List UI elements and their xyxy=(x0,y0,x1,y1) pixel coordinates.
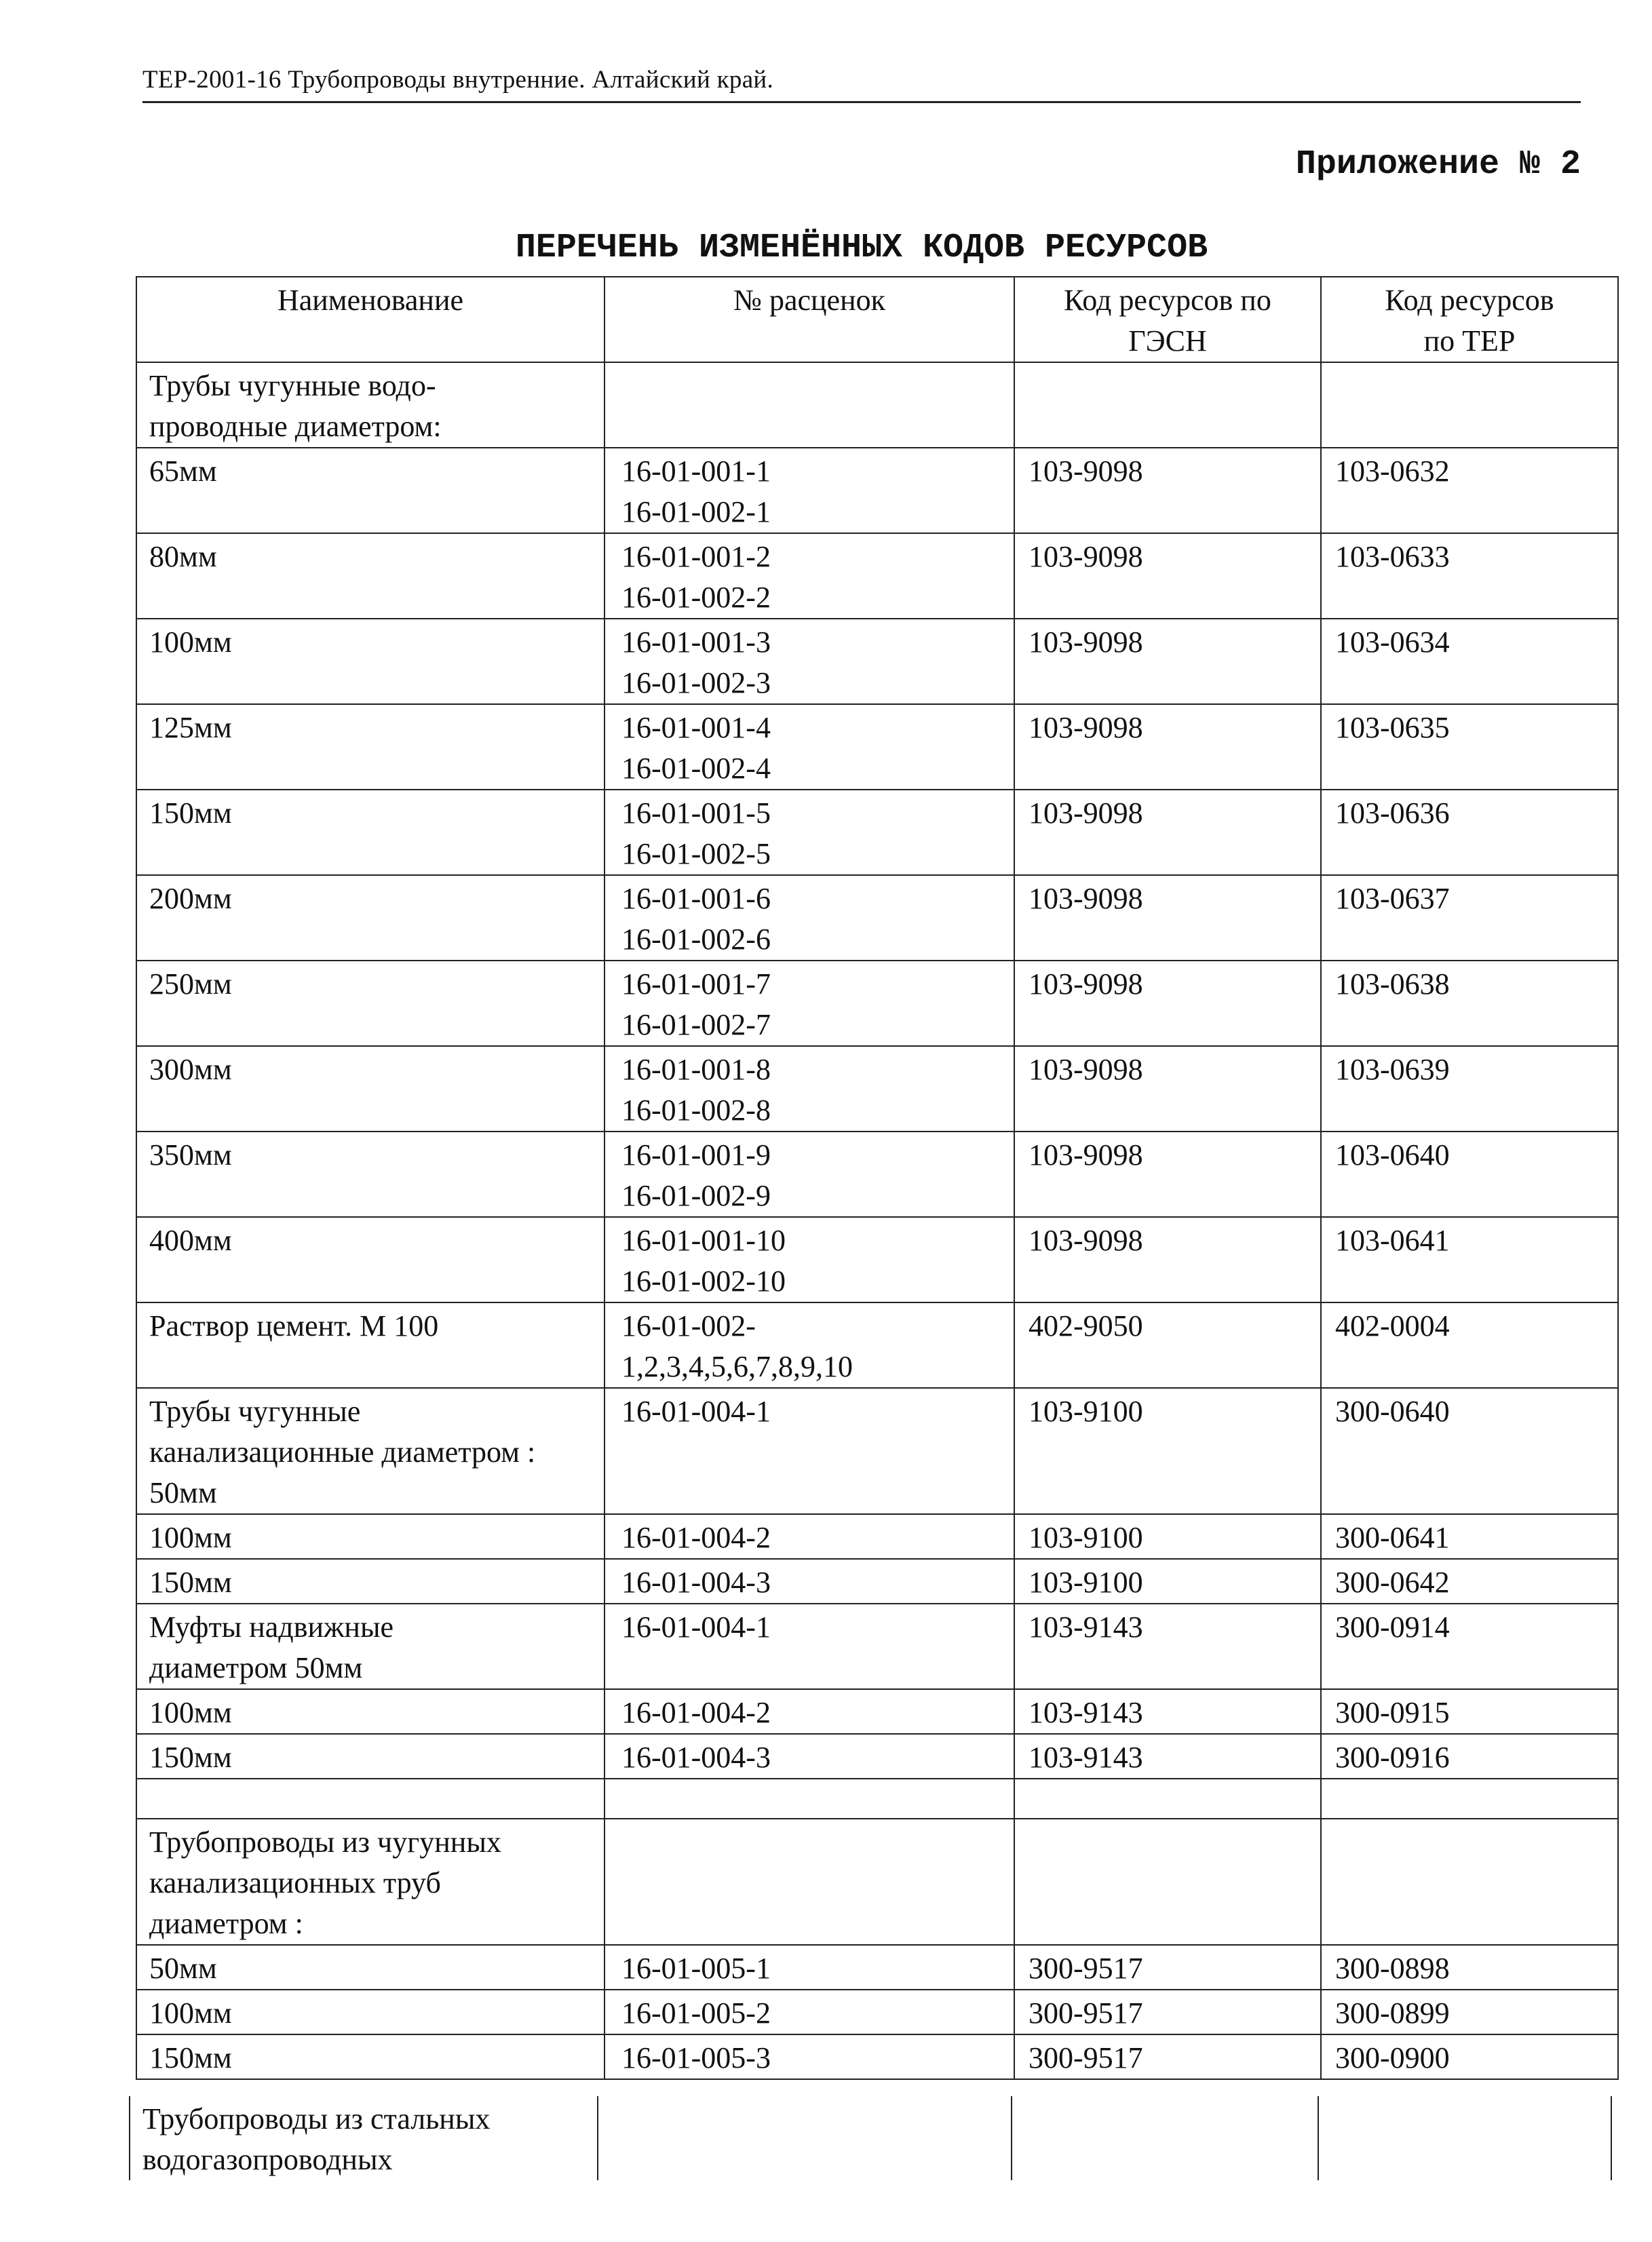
cell-text-line: 350мм xyxy=(149,1138,232,1172)
table-cell xyxy=(604,1388,1014,1514)
column-header xyxy=(1014,277,1321,362)
cell-text-line: 300-0641 xyxy=(1335,1521,1450,1554)
table-cell xyxy=(1318,2096,1611,2180)
table-row xyxy=(136,1514,1618,1559)
table-row xyxy=(136,704,1618,790)
cell-text-line: 300-9517 xyxy=(1029,1952,1143,1985)
resource-codes-table xyxy=(136,276,1619,2080)
table-cell xyxy=(1014,1604,1321,1689)
cell-text-line: 16-01-001-2 xyxy=(621,540,771,573)
cell-text-line: 150мм xyxy=(149,2041,232,2074)
cell-text-line: 103-9098 xyxy=(1029,1224,1143,1257)
cell-text-line: 16-01-002-7 xyxy=(621,1008,771,1041)
cell-text-line: 16-01-001-4 xyxy=(621,711,771,744)
cell-text-line: 150мм xyxy=(149,1566,232,1599)
cell-text-line: диаметром 50мм xyxy=(149,1651,363,1684)
table-cell xyxy=(130,2096,598,2180)
column-header-line: ГЭСН xyxy=(1128,324,1207,357)
table-row xyxy=(136,1132,1618,1217)
table-cell xyxy=(136,1734,604,1779)
cell-text-line: 16-01-005-1 xyxy=(621,1952,771,1985)
table-cell xyxy=(1321,448,1618,533)
table-cell xyxy=(1014,533,1321,619)
cell-text-line: 16-01-005-3 xyxy=(621,2041,771,2074)
table-cell xyxy=(604,619,1014,704)
cell-text-line: проводные диаметром: xyxy=(149,410,442,443)
cell-text-line: 300мм xyxy=(149,1053,232,1086)
table-cell xyxy=(1321,1990,1618,2034)
table-cell xyxy=(1014,1132,1321,1217)
table-cell xyxy=(1321,1302,1618,1388)
table-cell xyxy=(604,1779,1014,1819)
table-cell xyxy=(604,1302,1014,1388)
cell-text-line: 16-01-001-6 xyxy=(621,882,771,915)
table-cell xyxy=(136,1046,604,1132)
table-cell xyxy=(136,1945,604,1990)
table-row xyxy=(136,1046,1618,1132)
cell-text-line: 103-9143 xyxy=(1029,1610,1143,1644)
cell-text-line: Трубопроводы из чугунных xyxy=(149,1825,501,1859)
table-cell xyxy=(1321,362,1618,448)
cell-text-line: 16-01-002-4 xyxy=(621,752,771,785)
cell-text-line: 16-01-002-2 xyxy=(621,581,771,614)
table-cell xyxy=(604,790,1014,875)
cell-text-line: 100мм xyxy=(149,1696,232,1729)
cell-text-line: 103-0637 xyxy=(1335,882,1450,915)
cell-text-line: 402-0004 xyxy=(1335,1309,1450,1342)
table-row xyxy=(136,1819,1618,1945)
table-cell xyxy=(1321,1132,1618,1217)
table-cell xyxy=(136,1559,604,1604)
table-cell xyxy=(1321,1734,1618,1779)
document-title: ПЕРЕЧЕНЬ ИЗМЕНЁННЫХ КОДОВ РЕСУРСОВ xyxy=(515,229,1208,267)
table-row xyxy=(136,1990,1618,2034)
cell-text-line: 16-01-001-9 xyxy=(621,1138,771,1172)
table-cell xyxy=(1014,1990,1321,2034)
cell-text-line: 16-01-002-5 xyxy=(621,837,771,870)
table-cell xyxy=(1014,1945,1321,1990)
table-cell xyxy=(1014,362,1321,448)
table-row xyxy=(136,790,1618,875)
cell-text-line: 103-0640 xyxy=(1335,1138,1450,1172)
table-cell xyxy=(1321,1046,1618,1132)
table-cell xyxy=(1014,1559,1321,1604)
table-cell xyxy=(136,1132,604,1217)
cell-text-line: Трубопроводы из стальных xyxy=(142,2102,491,2135)
table-header-row xyxy=(136,277,1618,362)
table-cell xyxy=(1321,704,1618,790)
table-row xyxy=(136,362,1618,448)
cell-text-line: 100мм xyxy=(149,1521,232,1554)
cell-text-line: 103-0639 xyxy=(1335,1053,1450,1086)
table-cell xyxy=(1014,875,1321,961)
cell-text-line: 103-9143 xyxy=(1029,1741,1143,1774)
cell-text-line: 16-01-002-6 xyxy=(621,923,771,956)
table-row xyxy=(136,1689,1618,1734)
cell-text-line: 103-9098 xyxy=(1029,1138,1143,1172)
cell-text-line: 16-01-001-5 xyxy=(621,796,771,830)
table-cell xyxy=(136,448,604,533)
cell-text-line: 16-01-002-9 xyxy=(621,1179,771,1212)
table-cell xyxy=(604,961,1014,1046)
table-cell xyxy=(1014,1779,1321,1819)
table-row xyxy=(136,448,1618,533)
cell-text-line: 50мм xyxy=(149,1952,217,1985)
cell-text-line: 300-0640 xyxy=(1335,1395,1450,1428)
table-cell xyxy=(598,2096,1012,2180)
table-cell xyxy=(1014,961,1321,1046)
table-cell xyxy=(1014,1734,1321,1779)
column-header xyxy=(1321,277,1618,362)
cell-text-line: 103-9143 xyxy=(1029,1696,1143,1729)
cell-text-line: 103-0636 xyxy=(1335,796,1450,830)
cell-text-line: 16-01-004-3 xyxy=(621,1741,771,1774)
table-row xyxy=(136,533,1618,619)
cell-text-line: 103-0635 xyxy=(1335,711,1450,744)
table-row xyxy=(136,1734,1618,1779)
cell-text-line: 103-0634 xyxy=(1335,625,1450,659)
running-header: ТЕР-2001-16 Трубопроводы внутренние. Алтайский край. xyxy=(142,66,774,94)
table-row xyxy=(130,2096,1611,2180)
cell-text-line: 300-0898 xyxy=(1335,1952,1450,1985)
cell-text-line: 16-01-004-2 xyxy=(621,1521,771,1554)
table-cell xyxy=(604,1604,1014,1689)
table-cell xyxy=(1321,1945,1618,1990)
table-cell xyxy=(1321,1779,1618,1819)
cell-text-line: 103-0633 xyxy=(1335,540,1450,573)
table-cell xyxy=(604,1514,1014,1559)
cell-text-line: 16-01-002-10 xyxy=(621,1264,786,1298)
table-cell xyxy=(136,1302,604,1388)
table-row xyxy=(136,1604,1618,1689)
table-cell xyxy=(136,362,604,448)
cell-text-line: 16-01-001-10 xyxy=(621,1224,786,1257)
cell-text-line: водогазопроводных xyxy=(142,2143,393,2176)
cell-text-line: 16-01-002-1 xyxy=(621,495,771,528)
table-cell xyxy=(1014,1514,1321,1559)
table-cell xyxy=(604,875,1014,961)
cell-text-line: Трубы чугунные xyxy=(149,1395,361,1428)
cell-text-line: 16-01-004-3 xyxy=(621,1566,771,1599)
table-cell xyxy=(136,961,604,1046)
cell-text-line: 103-9098 xyxy=(1029,625,1143,659)
table-cell xyxy=(604,1819,1014,1945)
table-row xyxy=(136,1945,1618,1990)
cell-text-line: 80мм xyxy=(149,540,217,573)
table-cell xyxy=(1014,1388,1321,1514)
cell-text-line: 16-01-002- xyxy=(621,1309,756,1342)
cell-text-line: 103-9098 xyxy=(1029,967,1143,1001)
cell-text-line: 103-9098 xyxy=(1029,711,1143,744)
cell-text-line: 50мм xyxy=(149,1476,217,1509)
table-cell xyxy=(604,1945,1014,1990)
cell-text-line: 250мм xyxy=(149,967,232,1001)
cell-text-line: 125мм xyxy=(149,711,232,744)
cell-text-line: 103-9098 xyxy=(1029,455,1143,488)
column-header xyxy=(136,277,604,362)
cell-text-line: Муфты надвижные xyxy=(149,1610,394,1644)
cell-text-line: 300-9517 xyxy=(1029,2041,1143,2074)
table-cell xyxy=(1321,2034,1618,2079)
table-cell xyxy=(1321,961,1618,1046)
table-cell xyxy=(1014,704,1321,790)
cell-text-line: 103-9100 xyxy=(1029,1521,1143,1554)
table-cell xyxy=(604,1734,1014,1779)
table-cell xyxy=(136,1689,604,1734)
table-cell xyxy=(604,533,1014,619)
cell-text-line: 150мм xyxy=(149,1741,232,1774)
cell-text-line: 103-9098 xyxy=(1029,540,1143,573)
table-row xyxy=(136,961,1618,1046)
cell-text-line: 16-01-002-3 xyxy=(621,666,771,699)
cell-text-line: 103-0632 xyxy=(1335,455,1450,488)
cell-text-line: 65мм xyxy=(149,455,217,488)
table-cell xyxy=(1014,448,1321,533)
table-cell xyxy=(1321,1217,1618,1302)
continuation-table xyxy=(129,2096,1612,2180)
table-cell xyxy=(136,1779,604,1819)
cell-text-line: 16-01-005-2 xyxy=(621,1996,771,2030)
column-header-line: № расценок xyxy=(733,284,886,317)
cell-text-line: 16-01-004-2 xyxy=(621,1696,771,1729)
table-cell xyxy=(136,704,604,790)
cell-text-line: 16-01-001-7 xyxy=(621,967,771,1001)
column-header-line: Наименование xyxy=(277,284,464,317)
table-cell xyxy=(136,1990,604,2034)
cell-text-line: 100мм xyxy=(149,625,232,659)
table-cell xyxy=(604,1132,1014,1217)
cell-text-line: 16-01-002-8 xyxy=(621,1094,771,1127)
cell-text-line: 16-01-004-1 xyxy=(621,1610,771,1644)
table-cell xyxy=(604,1990,1014,2034)
cell-text-line: 300-0914 xyxy=(1335,1610,1450,1644)
table-cell xyxy=(1321,1819,1618,1945)
table-cell xyxy=(604,1689,1014,1734)
column-header-line: Код ресурсов по xyxy=(1064,284,1271,317)
cell-text-line: 16-01-001-1 xyxy=(621,455,771,488)
cell-text-line: 103-9098 xyxy=(1029,796,1143,830)
table-cell xyxy=(1014,2034,1321,2079)
cell-text-line: 103-9100 xyxy=(1029,1395,1143,1428)
cell-text-line: 150мм xyxy=(149,796,232,830)
column-header xyxy=(604,277,1014,362)
table-cell xyxy=(1321,1604,1618,1689)
cell-text-line: канализационные диаметром : xyxy=(149,1435,536,1469)
table-cell xyxy=(604,1217,1014,1302)
table-row xyxy=(136,2034,1618,2079)
table-cell xyxy=(136,533,604,619)
cell-text-line: 103-9098 xyxy=(1029,1053,1143,1086)
cell-text-line: 300-0915 xyxy=(1335,1696,1450,1729)
cell-text-line: 16-01-001-8 xyxy=(621,1053,771,1086)
table-cell xyxy=(1014,1689,1321,1734)
cell-text-line: диаметром : xyxy=(149,1907,303,1940)
cell-text-line: 402-9050 xyxy=(1029,1309,1143,1342)
table-cell xyxy=(1014,619,1321,704)
cell-text-line: 103-9098 xyxy=(1029,882,1143,915)
table-cell xyxy=(136,1388,604,1514)
table-row xyxy=(136,1559,1618,1604)
appendix-label: Приложение № 2 xyxy=(1295,145,1581,184)
cell-text-line: Трубы чугунные водо- xyxy=(149,369,436,402)
table-cell xyxy=(1014,1819,1321,1945)
table-cell xyxy=(1014,790,1321,875)
table-cell xyxy=(604,1559,1014,1604)
cell-text-line: 200мм xyxy=(149,882,232,915)
table-cell xyxy=(136,790,604,875)
cell-text-line: 400мм xyxy=(149,1224,232,1257)
table-cell xyxy=(1321,1559,1618,1604)
table-cell xyxy=(604,2034,1014,2079)
table-cell xyxy=(1012,2096,1318,2180)
cell-text-line: 300-0642 xyxy=(1335,1566,1450,1599)
cell-text-line: 300-9517 xyxy=(1029,1996,1143,2030)
table-cell xyxy=(1321,533,1618,619)
table-cell xyxy=(1321,1388,1618,1514)
table-cell xyxy=(1321,619,1618,704)
cell-text-line: канализационных труб xyxy=(149,1866,441,1899)
table-cell xyxy=(604,704,1014,790)
cell-text-line: 103-9100 xyxy=(1029,1566,1143,1599)
table-cell xyxy=(1321,790,1618,875)
table-cell xyxy=(604,448,1014,533)
table-row xyxy=(136,619,1618,704)
column-header-line: Код ресурсов xyxy=(1385,284,1554,317)
cell-text-line: 100мм xyxy=(149,1996,232,2030)
table-cell xyxy=(136,1514,604,1559)
cell-text-line: 16-01-001-3 xyxy=(621,625,771,659)
table-cell xyxy=(1321,875,1618,961)
column-header-line: по ТЕР xyxy=(1423,324,1516,357)
cell-text-line: 103-0641 xyxy=(1335,1224,1450,1257)
table-cell xyxy=(604,362,1014,448)
table-cell xyxy=(136,2034,604,2079)
cell-text-line: 300-0916 xyxy=(1335,1741,1450,1774)
cell-text-line: Раствор цемент. М 100 xyxy=(149,1309,439,1342)
table-cell xyxy=(1014,1217,1321,1302)
table-row xyxy=(136,1302,1618,1388)
table-row xyxy=(136,875,1618,961)
cell-text-line: 16-01-004-1 xyxy=(621,1395,771,1428)
table-cell xyxy=(136,1217,604,1302)
cell-text-line: 300-0899 xyxy=(1335,1996,1450,2030)
table-row xyxy=(136,1388,1618,1514)
table-cell xyxy=(1321,1514,1618,1559)
cell-text-line: 300-0900 xyxy=(1335,2041,1450,2074)
table-cell xyxy=(1321,1689,1618,1734)
table-cell xyxy=(1014,1046,1321,1132)
table-cell xyxy=(136,1604,604,1689)
table-row xyxy=(136,1217,1618,1302)
table-cell xyxy=(136,875,604,961)
table-cell xyxy=(136,1819,604,1945)
cell-text-line: 103-0638 xyxy=(1335,967,1450,1001)
table-cell xyxy=(604,1046,1014,1132)
table-row xyxy=(136,1779,1618,1819)
table-cell xyxy=(136,619,604,704)
cell-text-line: 1,2,3,4,5,6,7,8,9,10 xyxy=(621,1350,853,1383)
header-divider xyxy=(142,101,1581,103)
table-cell xyxy=(1014,1302,1321,1388)
